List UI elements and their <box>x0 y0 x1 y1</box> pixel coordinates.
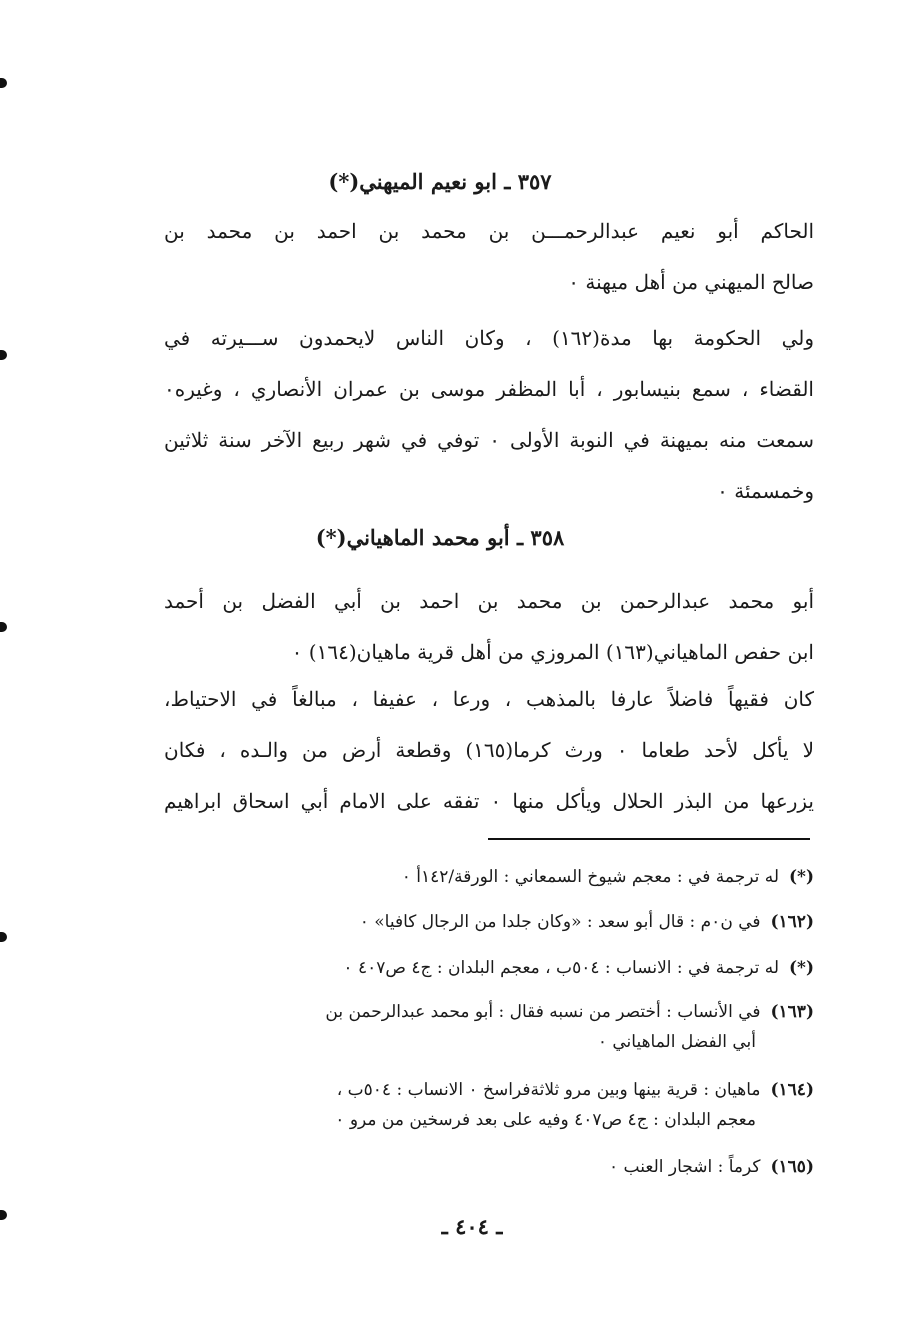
footnote-text: ماهيان : قرية بينها وبين مرو ثلاثةفراسخ ٠ الانساب : ٥٠٤ب ، <box>336 1080 761 1100</box>
text-line: أبو محمد عبدالرحمن بن محمد بن احمد بن أبي الفضل بن أحمد <box>164 589 814 613</box>
margin-mark <box>0 622 7 632</box>
footnote <box>164 907 814 937</box>
text-line: ولي الحكومة بها مدة(١٦٢) ، وكان الناس لايحمدون ســـيرته في <box>164 326 814 350</box>
page-number: ـ ٤٠٤ ـ <box>441 1214 503 1239</box>
footnote-marker: (١٦٤) <box>770 1080 814 1100</box>
text-line: ابن حفص الماهياني(١٦٣) المروزي من أهل قرية ماهيان(١٦٤) ٠ <box>291 640 814 664</box>
entry-358-paragraph-1 <box>164 576 814 678</box>
text-line: صالح الميهني من أهل ميهنة ٠ <box>568 270 814 294</box>
footnote <box>164 1075 814 1135</box>
margin-mark <box>0 78 7 88</box>
footnote <box>164 997 814 1057</box>
margin-mark <box>0 1210 7 1220</box>
footnote <box>164 1152 814 1182</box>
entry-357-paragraph-1 <box>164 206 814 308</box>
footnote-text: له ترجمة في : معجم شيوخ السمعاني : الورقة/١٤٢أ ٠ <box>401 867 780 887</box>
text-line: وخمسمئة ٠ <box>717 479 814 503</box>
entry-357-heading: ٣٥٧ ـ ابو نعيم الميهني(*) <box>328 169 552 194</box>
entry-358-heading: ٣٥٨ ـ أبو محمد الماهياني(*) <box>315 525 565 550</box>
text-line: سمعت منه بميهنة في النوبة الأولى ٠ توفي في شهر ربيع الآخر سنة ثلاثين <box>164 428 814 452</box>
text-line: لا يأكل لأحد طعاما ٠ ورث كرما(١٦٥) وقطعة أرض من والـده ، فكان <box>164 738 814 762</box>
margin-mark <box>0 350 7 360</box>
footnote-rule <box>488 838 810 840</box>
text-line: الحاكم أبو نعيم عبدالرحمـــن بن محمد بن احمد بن محمد بن <box>164 219 814 243</box>
footnote-marker: (*) <box>789 867 814 887</box>
text-line: القضاء ، سمع بنيسابور ، أبا المظفر موسى بن عمران الأنصاري ، وغيره٠ <box>164 377 814 401</box>
footnote-text: في ن٠م : قال أبو سعد : «وكان جلدا من الرجال كافيا» ٠ <box>359 912 761 932</box>
text-line: يزرعها من البذر الحلال ويأكل منها ٠ تفقه على الامام أبي اسحاق ابراهيم <box>164 789 814 813</box>
footnote-continuation: معجم البلدان : ج٤ ص٤٠٧ وفيه على بعد فرسخين من مرو ٠ <box>335 1110 756 1130</box>
footnote-text: كرماً : اشجار العنب ٠ <box>609 1157 761 1177</box>
text-line: كان فقيهاً فاضلاً عارفا بالمذهب ، ورعا ، عفيفا ، مبالغاً في الاحتياط، <box>164 687 814 711</box>
footnote-marker: (١٦٥) <box>770 1157 814 1177</box>
footnote-text: له ترجمة في : الانساب : ٥٠٤ب ، معجم البلدان : ج٤ ص٤٠٧ ٠ <box>343 958 780 978</box>
footnote-continuation: أبي الفضل الماهياني ٠ <box>597 1032 756 1052</box>
entry-358-paragraph-2 <box>164 674 814 827</box>
footnote-text: في الأنساب : أختصر من نسبه فقال : أبو محمد عبدالرحمن بن <box>325 1002 761 1022</box>
footnote-marker: (١٦٢) <box>770 912 814 932</box>
footnote <box>164 953 814 983</box>
footnote-marker: (١٦٣) <box>770 1002 814 1022</box>
entry-357-paragraph-2 <box>164 313 814 517</box>
margin-mark <box>0 932 7 942</box>
footnote <box>164 862 814 892</box>
footnote-marker: (*) <box>789 958 814 978</box>
